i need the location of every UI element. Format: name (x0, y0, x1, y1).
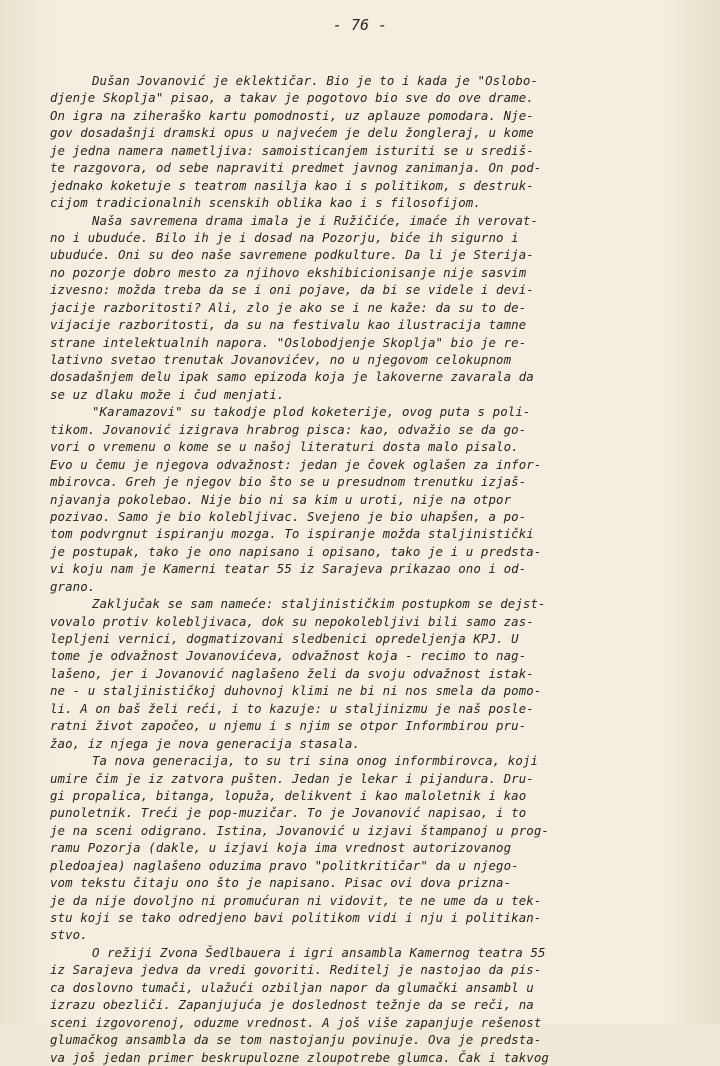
text-line: gi propalica, bitanga, lopuža, delikvent i kao maloletnik i kao (50, 787, 527, 803)
text-line: no i ubuduće. Bilo ih je i dosad na Pozorju, biće ih sigurno i (50, 229, 519, 245)
text-line: vijacije razboritosti, da su na festivalu kao ilustracija tamne (50, 317, 527, 333)
text-line: ne - u staljinističkoj duhovnoj klimi ne bi ni nos smela da pomo- (50, 683, 542, 699)
text-line: iz Sarajeva jedva da vredi govoriti. Reditelj je nastojao da pis- (50, 962, 542, 978)
text-line: Naša savremena drama imala je i Ružičiće, imaće ih verovat- (92, 212, 539, 228)
text-line: sceni izgovorenoj, oduzme vrednost. A još više zapanjuje rešenost (50, 1014, 542, 1030)
text-line: umire čim je iz zatvora pušten. Jedan je lekar i pijandura. Dru- (50, 770, 534, 786)
text-line: no pozorje dobro mesto za njihovo ekshibicionisanje nije sasvim (50, 264, 527, 280)
text-line: Evo u čemu je njegova odvažnost: jedan je čovek oglašen za infor- (50, 456, 542, 472)
text-line: Dušan Jovanović je eklektičar. Bio je to i kada je "Oslobo- (92, 73, 539, 88)
text-line: tome je odvažnost Jovanovićeva, odvažnost koja - recimo to nag- (50, 648, 527, 664)
text-line: lativno svetao trenutak Jovanovićev, no u njegovom celokupnom (50, 352, 512, 367)
text-line: mbirovca. Greh je njegov bio što se u presudnom trenutku izjaš- (50, 474, 527, 490)
text-line: stu koji se tako odredjeno bavi politikom vidi i nju i politikan- (50, 910, 542, 925)
text-line: se uz dlaku može i čud menjati. (50, 386, 285, 402)
text-line: pozivao. Samo je bio kolebljivac. Svejeno je bio uhapšen, a po- (50, 508, 527, 524)
text-line: strane intelektualnih napora. "Oslobodjenje Skoplja" bio je re- (50, 334, 527, 350)
text-line: punoletnik. Treći je pop-muzičar. To je Jovanović napisao, i to (50, 805, 527, 821)
text-line: jacije razboritosti? Ali, zlo je ako se i ne kaže: da su to de- (50, 299, 527, 315)
text-line: jednako koketuje s teatrom nasilja kao i s politikom, s destruk- (50, 177, 534, 193)
text-line: ca doslovno tumači, ulažući ozbiljan napor da glumački ansambl u (50, 979, 534, 995)
text-line: tikom. Jovanović izigrava hrabrog pisca: kao, odvažio se da go- (50, 421, 527, 437)
text-line: djenje Skoplja" pisao, a takav je pogotovo bio sve do ove drame. (50, 90, 534, 106)
text-line: vi koju nam je Kamerni teatar 55 iz Sarajeva prikazao ono i od- (50, 561, 527, 577)
text-line: Ta nova generacija, to su tri sina onog informbirovca, koji (92, 753, 539, 769)
text-line: tom podvrgnut ispiranju mozga. To ispiranje možda staljinistički (50, 526, 534, 542)
text-line: te razgovora, od sebe napraviti predmet javnog zanimanja. On pod- (50, 160, 542, 176)
text-line: žao, iz njega je nova generacija stasala. (50, 735, 360, 751)
text-line: je jedna namera nametljiva: samoisticanjem isturiti se u središ- (50, 142, 534, 158)
text-line: je da nije dovoljno ni promućuran ni vidovit, te ne ume da u tek- (50, 892, 542, 908)
text-line: stvo. (50, 927, 88, 943)
page-number: - 76 - (332, 16, 388, 34)
text-line: njavanja pokolebao. Nije bio ni sa kim u uroti, nije na otpor (50, 491, 512, 507)
text-line: lepljeni vernici, dogmatizovani sledbenici opredeljenja KPJ. U (50, 631, 519, 646)
text-line: Zaključak se sam nameće: staljinističkim postupkom se dejst- (92, 596, 546, 612)
text-line: je postupak, tako je ono napisano i opisano, tako je i u predsta- (50, 543, 542, 559)
text-line: izvesno: možda treba da se i oni pojave, da bi se videle i devi- (50, 282, 534, 298)
text-line: "Karamazovi" su takodje plod koketerije, ovog puta s poli- (92, 404, 531, 420)
text-line: glumačkog ansambla da se tom nastojanju povinuje. Ova je predsta- (50, 1032, 542, 1048)
text-line: dosadašnjem delu ipak samo epizoda koja je lakoverne zavarala da (50, 369, 534, 385)
text-line: vovalo protiv kolebljivaca, dok su nepokolebljivi bili samo zas- (50, 613, 534, 629)
text-line: je na sceni odigrano. Istina, Jovanović u izjavi štampanoj u prog- (50, 822, 549, 838)
text-line: gov dosadašnji dramski opus u najvećem je delu žongleraj, u kome (50, 125, 534, 141)
text-line: vori o vremenu o kome se u našoj literaturi dosta malo pisalo. (50, 439, 519, 455)
text-line: izrazu obezliči. Zapanjujuća je doslednost težnje da se reči, na (50, 997, 534, 1013)
text-line: ratni život započeo, u njemu i s njim se otpor Informbirou pru- (50, 718, 527, 734)
text-line: cijom tradicionalnih scenskih oblika kao i s filosofijom. (50, 195, 481, 211)
text-line: vom tekstu čitaju ono što je napisano. Pisac ovi dova prizna- (50, 875, 512, 891)
text-line: ubuduće. Oni su deo naše savremene podkulture. Da li je Sterija- (50, 247, 534, 263)
text-line: lašeno, jer i Jovanović naglašeno želi da svoju odvažnost istak- (50, 665, 534, 681)
text-line: li. A on baš želi reći, i to kazuje: u staljinizmu je naš posle- (50, 700, 534, 716)
body-text (50, 72, 684, 1066)
text-line: va još jedan primer beskrupulozne zloupotrebe glumca. Čak i takvog (50, 1049, 549, 1065)
text-line: pledoajea) naglašeno oduzima pravo "politkritičar" da u njego- (50, 857, 519, 873)
text-line: ramu Pozorja (dakle, u izjavi koja ima vrednost autorizovanog (50, 840, 512, 856)
text-line: On igra na ziheraško kartu pomodnosti, uz aplauze pomodara. Nje- (50, 107, 534, 123)
text-line: grano. (50, 578, 96, 594)
text-line: O režiji Zvona Šedlbauera i igri ansambla Kamernog teatra 55 (92, 944, 546, 960)
